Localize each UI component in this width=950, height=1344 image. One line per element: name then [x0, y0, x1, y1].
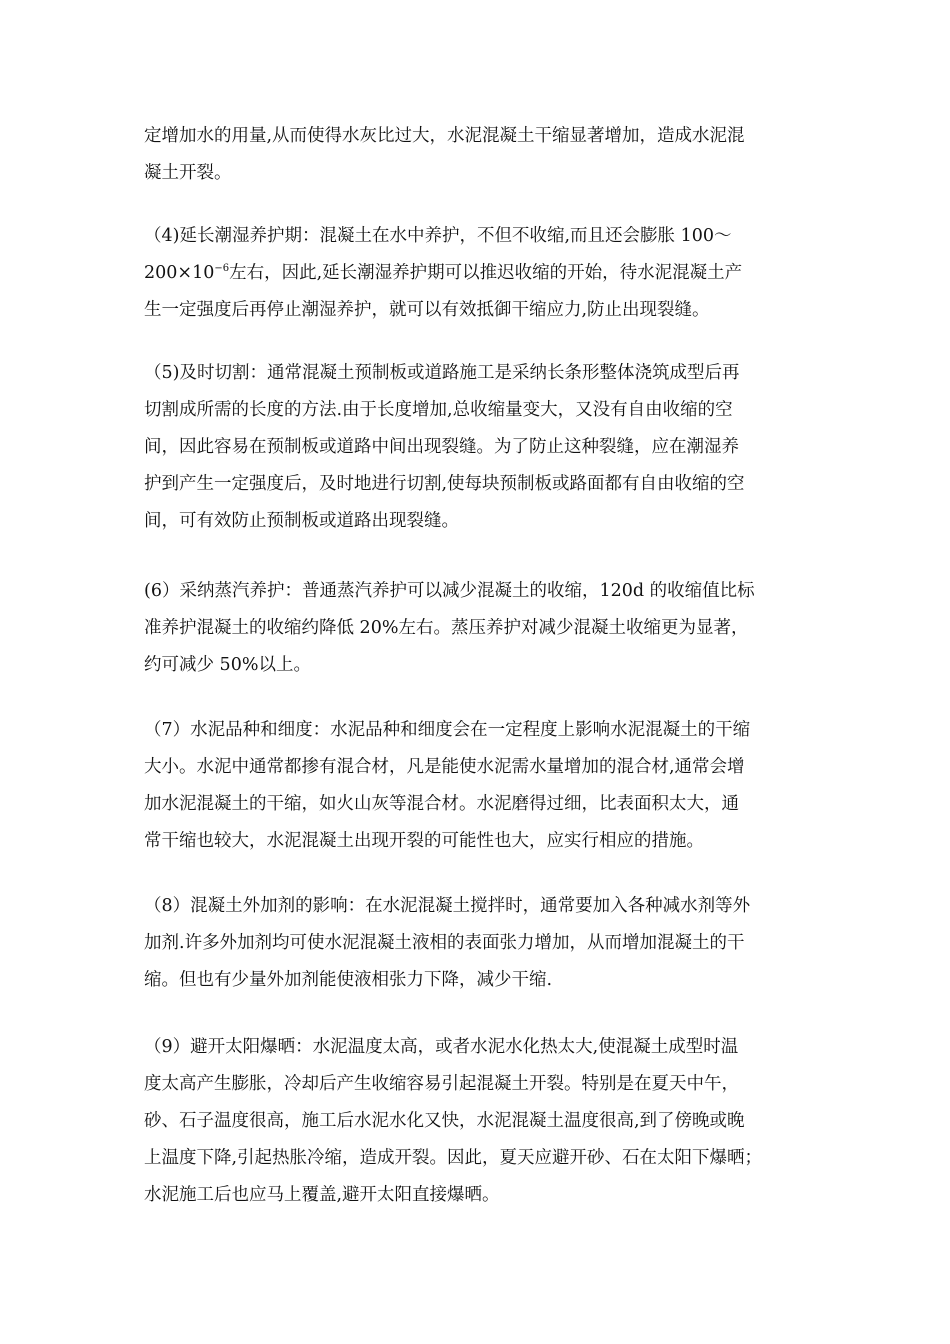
- text-line: 缩。但也有少量外加剂能使液相张力下降，减少干缩.: [144, 970, 553, 990]
- text-line: 常干缩也较大，水泥混凝土出现开裂的可能性也大，应实行相应的措施。: [144, 831, 704, 851]
- text-line: 间，因此容易在预制板或道路中间出现裂缝。为了防止这种裂缝，应在潮湿养: [144, 437, 739, 457]
- text-line: 定增加水的用量,从而使得水灰比过大，水泥混凝土干缩显著增加，造成水泥混: [144, 126, 745, 146]
- text-line: （7）水泥品种和细度：水泥品种和细度会在一定程度上影响水泥混凝土的干缩: [144, 720, 751, 740]
- text-line: 加剂.许多外加剂均可使水泥混凝土液相的表面张力增加，从而增加混凝土的干: [144, 933, 745, 953]
- text-line: 加水泥混凝土的干缩，如火山灰等混合材。水泥磨得过细，比表面积太大，通: [144, 794, 739, 814]
- text-line: 间，可有效防止预制板或道路出现裂缝。: [144, 511, 459, 531]
- text-line: （9）避开太阳爆晒：水泥温度太高，或者水泥水化热太大,使混凝土成型时温: [144, 1037, 739, 1057]
- text-line: 准养护混凝土的收缩约降低 20%左右。蒸压养护对减少混凝土收缩更为显著，: [144, 618, 749, 638]
- text-line: 生一定强度后再停止潮湿养护，就可以有效抵御干缩应力,防止出现裂缝。: [144, 300, 710, 320]
- scientific-notation: 200×10: [144, 263, 215, 283]
- paragraph-continuation: [144, 118, 816, 192]
- text-line: 水泥施工后也应马上覆盖,避开太阳直接爆晒。: [144, 1185, 500, 1205]
- text-line: 切割成所需的长度的方法.由于长度增加,总收缩量变大，又没有自由收缩的空: [144, 400, 733, 420]
- text-line: （8）混凝土外加剂的影响：在水泥混凝土搅拌时，通常要加入各种减水剂等外: [144, 896, 751, 916]
- paragraph-item-6: [144, 573, 816, 684]
- text-line: 砂、石子温度很高，施工后水泥水化又快，水泥混凝土温度很高,到了傍晚或晚: [144, 1111, 745, 1131]
- text-line-with-exponent: [144, 255, 816, 292]
- paragraph-item-4: [144, 218, 816, 329]
- text-line: 度太高产生膨胀，冷却后产生收缩容易引起混凝土开裂。特别是在夏天中午，: [144, 1074, 739, 1094]
- text-line: （4)延长潮湿养护期：混凝土在水中养护，不但不收缩,而且还会膨胀 100～: [144, 226, 732, 246]
- text-line: 大小。水泥中通常都掺有混合材，凡是能使水泥需水量增加的混合材,通常会增: [144, 757, 745, 777]
- paragraph-item-7: [144, 712, 816, 860]
- paragraph-item-8: [144, 888, 816, 999]
- exponent: −6: [214, 263, 230, 275]
- paragraph-item-9: [144, 1029, 816, 1214]
- paragraph-item-5: [144, 355, 816, 540]
- text-line: 约可减少 50%以上。: [144, 655, 311, 675]
- text-line-rest: 左右，因此,延长潮湿养护期可以推迟收缩的开始，待水泥混凝土产: [229, 263, 743, 283]
- text-line: （5)及时切割：通常混凝土预制板或道路施工是采纳长条形整体浇筑成型后再: [144, 363, 740, 383]
- text-line: (6）采纳蒸汽养护：普通蒸汽养护可以减少混凝土的收缩，120d 的收缩值比标: [144, 581, 755, 601]
- text-line: 上温度下降,引起热胀冷缩，造成开裂。因此，夏天应避开砂、石在太阳下爆晒；: [144, 1148, 763, 1168]
- text-line: 凝土开裂。: [144, 163, 232, 183]
- text-line: 护到产生一定强度后，及时地进行切割,使每块预制板或路面都有自由收缩的空: [144, 474, 745, 494]
